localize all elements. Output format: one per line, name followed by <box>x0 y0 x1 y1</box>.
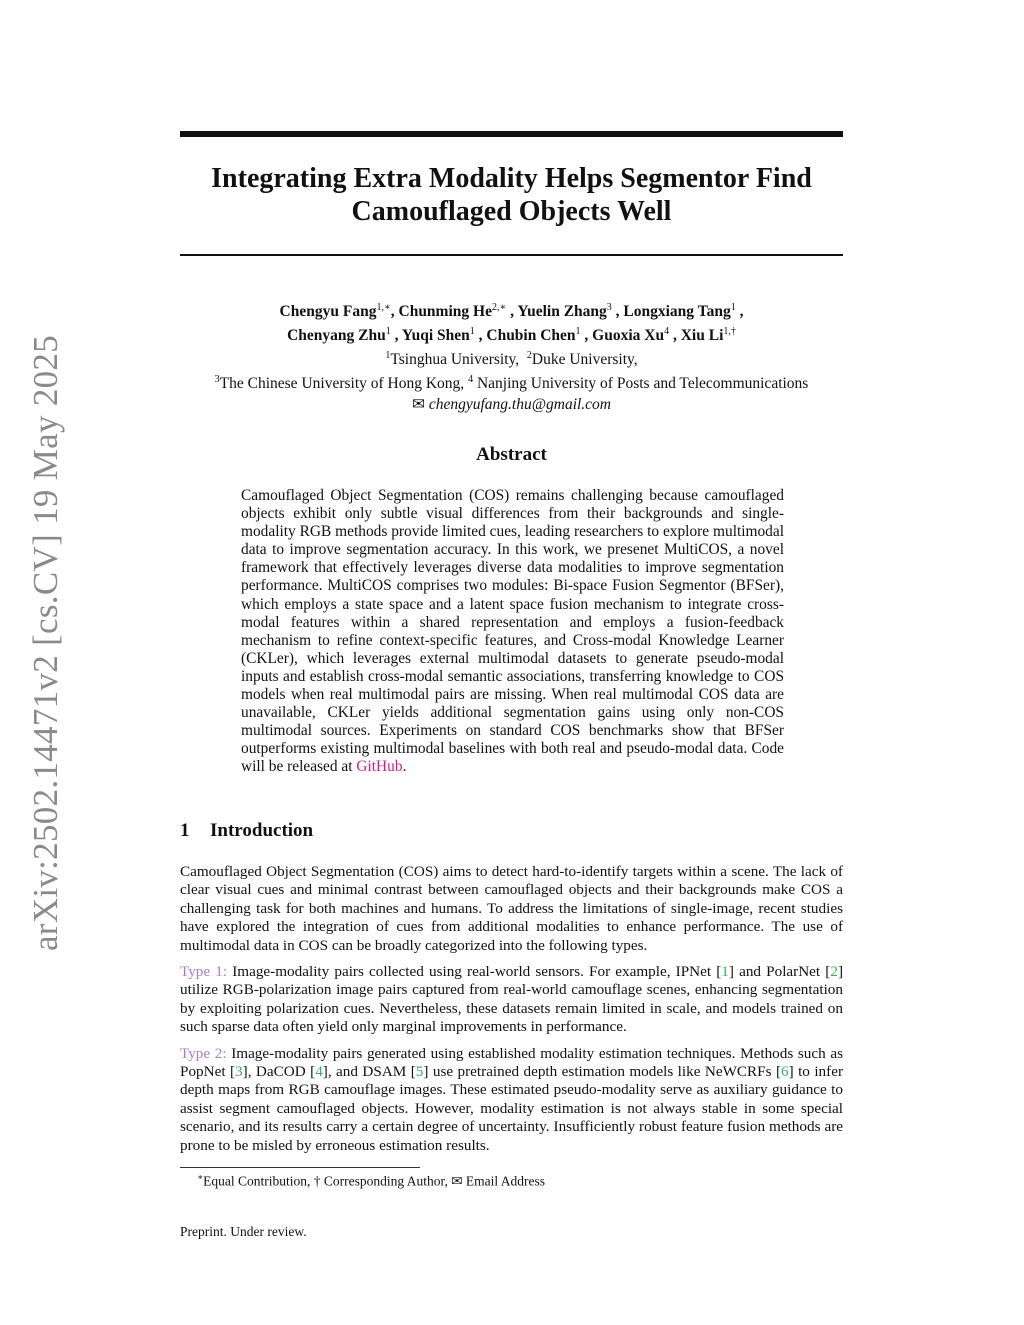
author-mark: 2,∗ <box>491 302 507 313</box>
section-number: 1 <box>180 820 190 841</box>
citation-link[interactable]: 3 <box>235 1063 243 1081</box>
affiliation-duke: Duke University, <box>531 351 638 369</box>
affiliation-line-2 <box>150 370 873 394</box>
author-separator: , <box>474 327 487 345</box>
author-mark: 1,∗ <box>376 302 391 313</box>
paragraph-text: ] use pretrained depth estimation models like NeWCRFs [ <box>423 1063 782 1081</box>
footnote-rule <box>180 1167 420 1168</box>
paragraph-text: Image-modality pairs collected using real-world sensors. For example, IPNet [ <box>227 963 722 981</box>
introduction-body <box>180 863 843 1163</box>
abstract-end: . <box>402 758 407 776</box>
type-2-label: Type 2: <box>180 1044 227 1062</box>
author-mark: 3 <box>606 302 612 313</box>
citation-link[interactable]: 1 <box>721 963 729 981</box>
author-mark: 4 <box>664 326 670 338</box>
author-separator: , <box>611 303 624 321</box>
affiliation-mark: 4 <box>468 374 474 386</box>
title-bottom-rule <box>180 254 843 256</box>
envelope-icon: ✉ <box>411 395 425 413</box>
footnote-text-1: Equal Contribution, † Corresponding Author, <box>203 1173 448 1189</box>
author-separator: , <box>390 303 399 321</box>
paragraph-text: Image-modality pairs generated using established modality estimation techniques. Methods such as PopNet [ <box>180 1044 843 1081</box>
author-line-1 <box>150 298 873 322</box>
github-link[interactable]: GitHub <box>356 758 403 776</box>
author-name: Yuelin Zhang <box>517 303 607 321</box>
author-name: Chunming He <box>398 303 492 321</box>
intro-paragraph-type-2 <box>180 1045 843 1155</box>
affiliation-njupt: Nanjing University of Posts and Telecommunications <box>476 375 809 393</box>
paragraph-text: ], and DSAM [ <box>322 1063 416 1081</box>
affiliation-mark: 2 <box>526 350 532 362</box>
author-name: Longxiang Tang <box>623 303 731 321</box>
title-line-1: Integrating Extra Modality Helps Segmentor Find <box>211 163 812 194</box>
arxiv-identifier <box>26 334 66 952</box>
author-name: Xiu Li <box>680 327 724 345</box>
author-mark: 1,† <box>723 326 736 338</box>
author-separator: , <box>506 303 518 321</box>
section-title: Introduction <box>210 820 314 841</box>
author-name: Guoxia Xu <box>592 327 665 345</box>
author-name: Chengyu Fang <box>279 303 377 321</box>
affiliation-line-1 <box>150 346 873 370</box>
citation-link[interactable]: 2 <box>830 963 838 981</box>
author-separator: , <box>390 327 402 345</box>
affiliation-mark: 1 <box>385 350 391 362</box>
citation-link[interactable]: 6 <box>781 1063 789 1081</box>
author-name: Chubin Chen <box>486 327 576 345</box>
paper-title <box>180 162 843 228</box>
email-line <box>150 395 873 415</box>
paragraph-text: ], DaCOD [ <box>242 1063 316 1081</box>
footnote-text-2: Email Address <box>465 1173 546 1189</box>
paragraph-text: ] utilize RGB-polarization image pairs captured from real-world camouflage scenes, enhancing segmentation by exploiting polarization cues. Nevertheless, these datasets remain limited in scale, and models trained on such sparse data often yield only marginal improvements in performance. <box>180 963 843 1036</box>
type-1-label: Type 1: <box>180 963 228 981</box>
affiliation-mark: 3 <box>214 374 220 386</box>
intro-paragraph-type-1 <box>180 963 843 1037</box>
author-name: Chenyang Zhu <box>287 327 386 345</box>
citation-link[interactable]: 5 <box>415 1063 424 1081</box>
author-separator: , <box>580 327 593 345</box>
section-heading-introduction <box>180 820 313 842</box>
footnote <box>197 1172 545 1190</box>
author-name: Yuqi Shen <box>401 327 470 345</box>
abstract-heading: Abstract <box>476 444 547 465</box>
author-mark: 1 <box>575 326 581 338</box>
abstract-text: Camouflaged Object Segmentation (COS) remains challenging because camouflaged objects exhibit only subtle visual differences from their backgrounds and single-modality RGB methods provide limited cues, leading researchers to explore multimodal data to improve segmentation accuracy. In this work, we presenet MultiCOS, a novel framework that effectively leverages diverse data modalities to improve segmentation performance. MultiCOS comprises two modules: Bi-space Fusion Segmentor (BFSer), which employs a state space and a latent space fusion mechanism to integrate cross-modal features within a shared representation and employs a fusion-feedback mechanism to refine context-specific features, and Cross-modal Knowledge Learner (CKLer), which leverages external multimodal datasets to generate pseudo-modal inputs and establish cross-modal semantic associations, transferring knowledge to COS models when real multimodal pairs are missing. When real multimodal COS data are unavailable, CKLer yields additional segmentation gains using only non-COS multimodal sources. Experiments on standard COS benchmarks show that BFSer outperforms existing multimodal baselines with both real and pseudo-modal data. Code will be released at <box>241 487 784 776</box>
title-top-rule <box>180 131 843 137</box>
arxiv-id-text: arXiv:2502.14471v2 [cs.CV] 19 May 2025 <box>26 334 65 952</box>
author-separator: , <box>735 303 744 321</box>
paragraph-text: ] and PolarNet [ <box>728 963 831 981</box>
author-mark: 1 <box>469 326 475 338</box>
affiliation-cuhk: The Chinese University of Hong Kong, <box>219 375 465 393</box>
intro-paragraph-1: Camouflaged Object Segmentation (COS) aims to detect hard-to-identify targets within a scene. The lack of clear visual cues and minimal contrast between camouflaged objects and their backgrounds make COS a challenging task for both machines and humans. To address the limitations of single-image, recent studies have explored the integration of cues from additional modalities to enhance performance. The use of multimodal data in COS can be broadly categorized into the following types. <box>180 863 843 954</box>
preprint-notice: Preprint. Under review. <box>180 1224 307 1239</box>
citation-link[interactable]: 4 <box>315 1063 323 1081</box>
author-separator: , <box>669 327 681 345</box>
affiliation-tsinghua: Tsinghua University, <box>390 351 520 369</box>
author-line-2 <box>150 322 873 346</box>
abstract-body <box>241 487 784 777</box>
footnote-mark: ∗ <box>197 1172 204 1182</box>
paragraph-text: ] to infer depth maps from RGB camouflage images. These estimated pseudo-modality serve as auxiliary guidance to assist segment camouflaged objects. However, modality estimation is not always stable in some special scenario, and its results carry a certain degree of uncertainty. Insufficiently robust feature fusion methods are prone to be misled by erroneous estimation results. <box>180 1063 843 1154</box>
author-mark: 1 <box>730 302 736 313</box>
envelope-icon: ✉ <box>451 1173 463 1189</box>
title-line-2: Camouflaged Objects Well <box>351 196 672 227</box>
author-mark: 1 <box>385 326 391 338</box>
email-address[interactable]: chengyufang.thu@gmail.com <box>428 395 611 413</box>
author-block <box>150 298 873 415</box>
